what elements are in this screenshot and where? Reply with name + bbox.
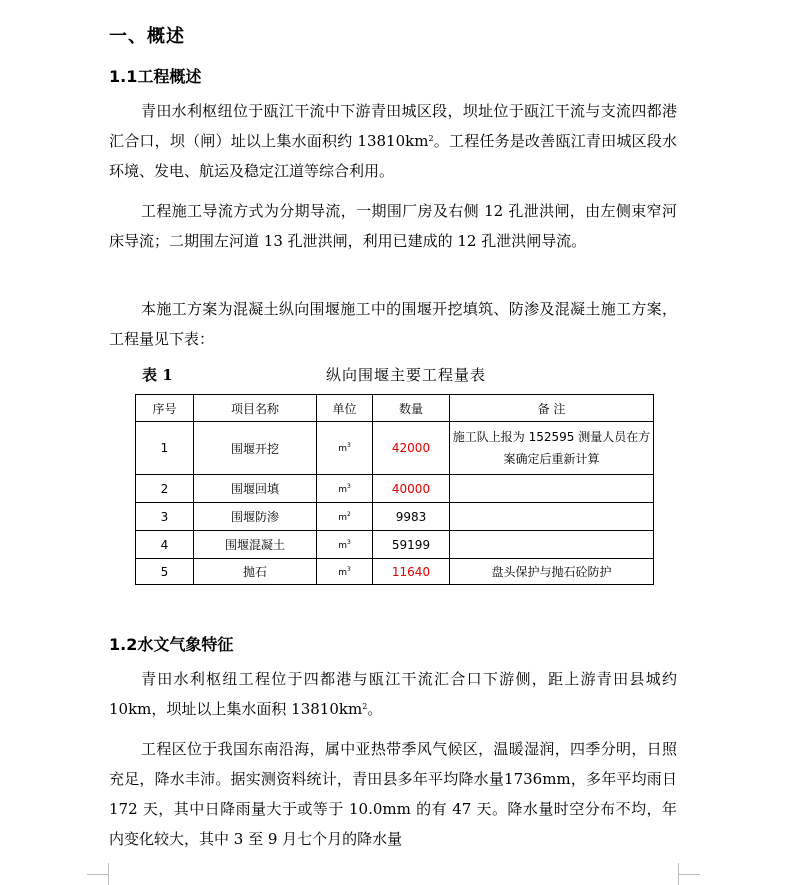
section-heading-1-2: 1.2水文气象特征 <box>109 635 234 654</box>
header-cell: 单位 <box>317 395 373 422</box>
table-header-row <box>136 395 654 422</box>
header-cell: 数量 <box>373 395 450 422</box>
item-name: 围堰混凝土 <box>194 531 317 559</box>
row-number: 3 <box>136 503 194 531</box>
unit-cell: $m^3$ <box>317 559 373 585</box>
bottom-left-margin-mark <box>108 863 109 885</box>
note-cell: 施工队上报为 152595 测量人员在方案确定后重新计算 <box>450 422 654 475</box>
header-cell: 序号 <box>136 395 194 422</box>
quantity-cell: 42000 <box>373 422 450 475</box>
note-cell <box>450 503 654 531</box>
quantity-cell: 9983 <box>373 503 450 531</box>
quantity-cell: 11640 <box>373 559 450 585</box>
row-number: 2 <box>136 475 194 503</box>
note-cell: 盘头保护与抛石砼防护 <box>450 559 654 585</box>
unit-cell: $m^3$ <box>317 475 373 503</box>
unit-cell: $m^3$ <box>317 531 373 559</box>
paragraph-hydrology-2: 工程区位于我国东南沿海，属中亚热带季风气候区，温暖湿润，四季分明，日照充足，降水丰沛。据实测资料统计，青田县多年平均降水量1736mm，多年平均雨日 172 天，其中日降雨量大于或等于 10.0mm 的有 47 天。降水量时空分布不均，年内变化较大，其中 3 至 9 月七个月的降水量 <box>109 740 677 848</box>
note-cell <box>450 475 654 503</box>
table-title: 纵向围堰主要工程量表 <box>326 366 487 384</box>
unit-cell: $m^3$ <box>317 422 373 475</box>
row-number: 1 <box>136 422 194 475</box>
table-row <box>136 531 654 559</box>
table-label: 表 1 <box>142 366 173 384</box>
note-cell <box>450 531 654 559</box>
paragraph-overview-1: 青田水利枢纽位于瓯江干流中下游青田城区段，坝址位于瓯江干流与支流四都港汇合口，坝（闸）址以上集水面积约 $13810km^2$。工程任务是改善瓯江青田城区段水环境、发电、航运及稳定江道等综合利用。 <box>109 102 677 180</box>
bottom-right-margin-mark-v <box>678 863 679 885</box>
quantity-cell: 40000 <box>373 475 450 503</box>
table-row <box>136 559 654 585</box>
section-heading-1-1: 1.1工程概述 <box>109 67 202 86</box>
unit-cell: $m^2$ <box>317 503 373 531</box>
header-cell: 项目名称 <box>194 395 317 422</box>
item-name: 围堰开挖 <box>194 422 317 475</box>
quantities-table <box>135 394 654 585</box>
table-row <box>136 422 654 475</box>
paragraph-overview-3: 本施工方案为混凝土纵向围堰施工中的围堰开挖填筑、防渗及混凝土施工方案，工程量见下表： <box>109 300 677 348</box>
paragraph-hydrology-1: 青田水利枢纽工程位于四都港与瓯江干流汇合口下游侧，距上游青田县城约 10km，坝址以上集水面积 $13810km^2$。 <box>109 670 677 718</box>
quantity-cell: 59199 <box>373 531 450 559</box>
item-name: 围堰回填 <box>194 475 317 503</box>
table-row <box>136 475 654 503</box>
table-row <box>136 503 654 531</box>
paragraph-overview-2: 工程施工导流方式为分期导流，一期围厂房及右侧 12 孔泄洪闸，由左侧束窄河床导流；二期围左河道 13 孔泄洪闸，利用已建成的 12 孔泄洪闸导流。 <box>109 202 677 250</box>
header-cell: 备 注 <box>450 395 654 422</box>
item-name: 围堰防渗 <box>194 503 317 531</box>
bottom-right-margin-mark <box>678 874 700 875</box>
top-left-margin-mark <box>87 874 109 875</box>
chapter-heading: 一、概述 <box>109 26 185 47</box>
item-name: 抛石 <box>194 559 317 585</box>
row-number: 4 <box>136 531 194 559</box>
row-number: 5 <box>136 559 194 585</box>
